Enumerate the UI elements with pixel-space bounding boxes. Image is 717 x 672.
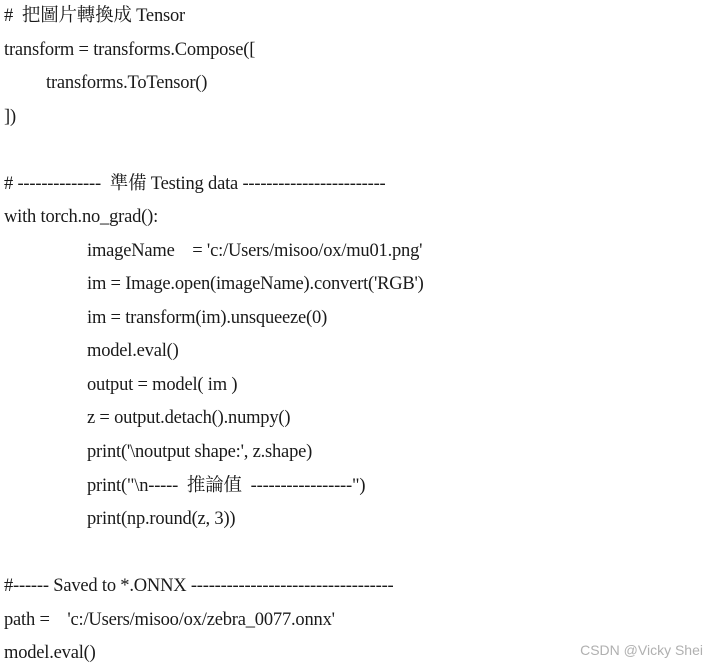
- code-line-image-open: im = Image.open(imageName).convert('RGB'): [87, 274, 424, 294]
- code-line-output-model: output = model( im ): [87, 375, 238, 395]
- code-line-print-round: print(np.round(z, 3)): [87, 509, 236, 529]
- code-line-comment-testing-data: # -------------- 準備 Testing data ------------------------: [4, 174, 386, 194]
- code-line-print-shape: print('\noutput shape:', z.shape): [87, 442, 313, 462]
- code-line-image-name: imageName = 'c:/Users/misoo/ox/mu01.png': [87, 241, 423, 261]
- code-line-path: path = 'c:/Users/misoo/ox/zebra_0077.onnx': [4, 610, 335, 630]
- code-line-comment-onnx: #------ Saved to *.ONNX ----------------------------------: [4, 576, 394, 596]
- watermark: CSDN @Vicky Shei: [580, 642, 703, 658]
- code-line-comment-to-tensor: # 把圖片轉換成 Tensor: [4, 6, 186, 26]
- code-line-transform-compose: transform = transforms.Compose([: [4, 40, 256, 60]
- code-line-print-inference: print("\n----- 推論值 -----------------"): [87, 476, 366, 496]
- code-line-model-eval: model.eval(): [87, 341, 179, 361]
- code-line-with-no-grad: with torch.no_grad():: [4, 207, 159, 227]
- code-line-close-compose: ]): [4, 107, 16, 127]
- code-line-numpy: z = output.detach().numpy(): [87, 408, 291, 428]
- code-line-model-eval-final: model.eval(): [4, 643, 96, 663]
- code-line-unsqueeze: im = transform(im).unsqueeze(0): [87, 308, 328, 328]
- code-line-to-tensor: transforms.ToTensor(): [46, 73, 208, 93]
